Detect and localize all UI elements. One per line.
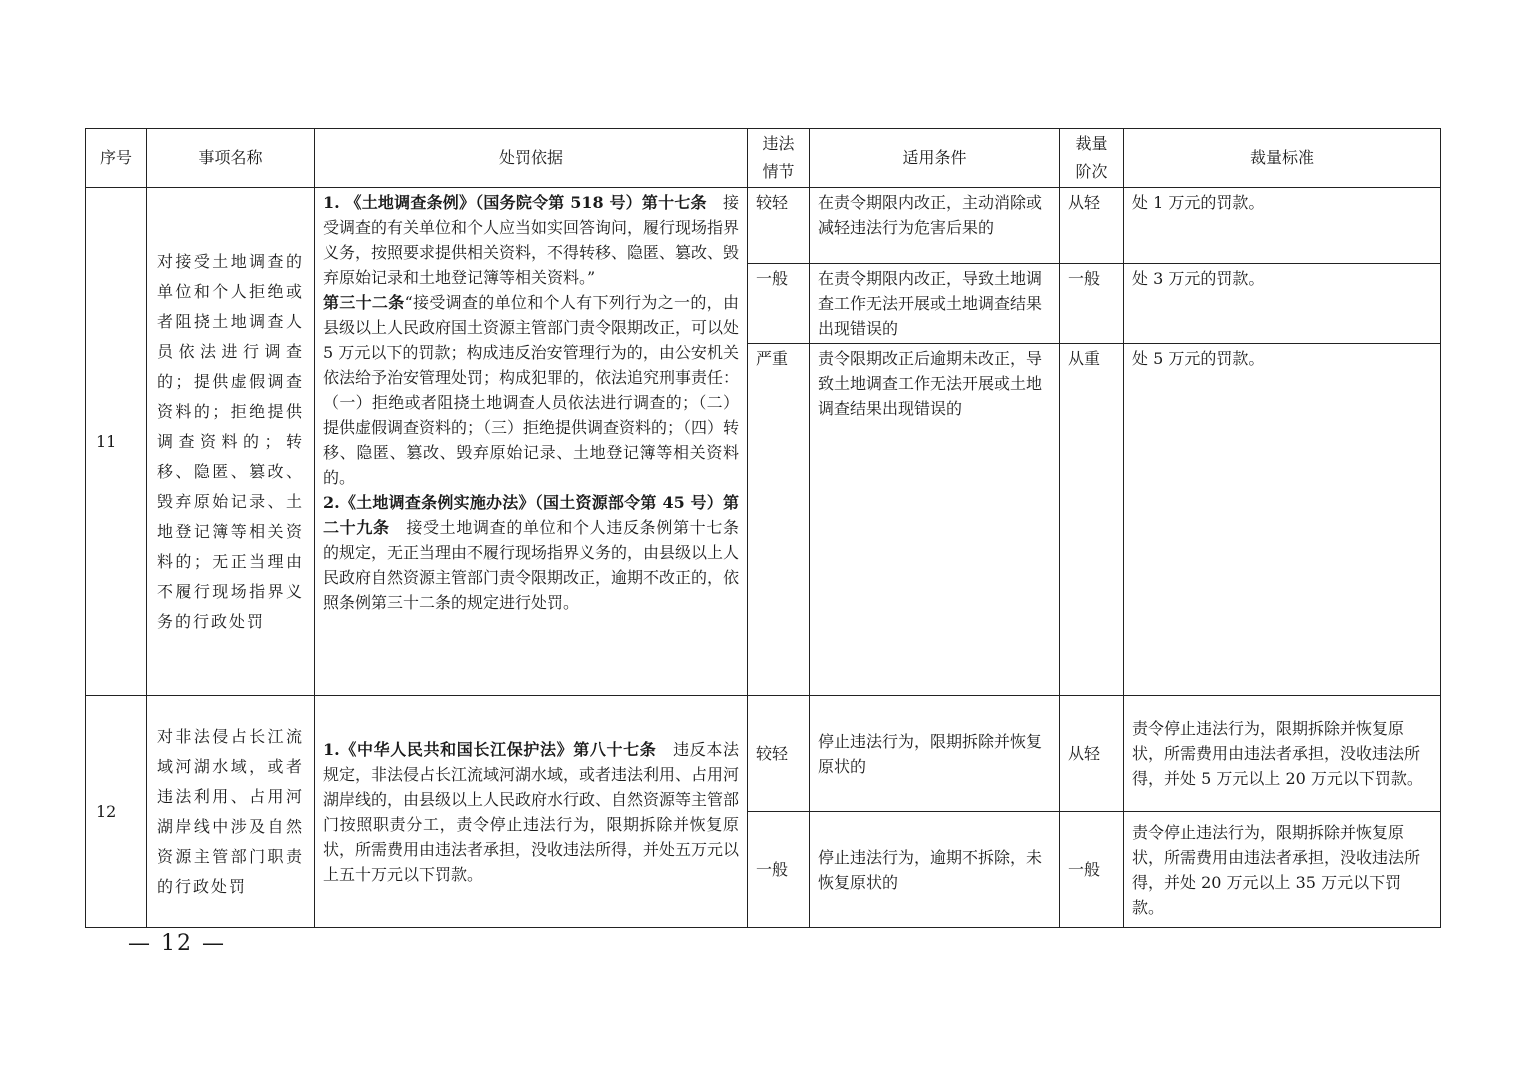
condition-cell: 在责令期限内改正，主动消除或减轻违法行为危害后果的 [810, 188, 1060, 264]
basis-clause-title: 1. 《土地调查条例》（国务院令第 518 号）第十七条 [323, 193, 707, 212]
header-basis: 处罚依据 [315, 129, 748, 188]
condition-cell: 在责令期限内改正，导致土地调查工作无法开展或土地调查结果出现错误的 [810, 264, 1060, 344]
header-level-line2: 阶次 [1075, 162, 1108, 181]
standard-cell: 处 5 万元的罚款。 [1124, 344, 1441, 696]
basis-clause-text: “接受调查的单位和个人有下列行为之一的，由县级以上人民政府国土资源主管部门责令限期改正，可以处 5 万元以下的罚款；构成违反治安管理行为的，由公安机关依法给予治安管理处罚；构成犯罪的，依法追究刑事责任：（一）拒绝或者阻挠土地调查人员依法进行调查的；（二）提供虚假调查资料的；（三）拒绝提供调查资料的；（四）转移、隐匿、篡改、毁弃原始记录、土地登记簿等相关资料的。 [323, 293, 740, 487]
basis-clause-title: 2.《土地调查条例实施办法》（国土资源部令第 45 号）第二十九条 [323, 493, 739, 537]
standard-cell: 处 1 万元的罚款。 [1124, 188, 1441, 264]
header-level [1060, 129, 1124, 188]
penalty-basis [315, 696, 748, 928]
basis-clause-text: 接受土地调查的单位和个人违反条例第十七条的规定，无正当理由不履行现场指界义务的，由县级以上人民政府自然资源主管部门责令限期改正，逾期不改正的，依照条例第三十二条的规定进行处罚。 [323, 518, 740, 612]
circumstance-cell: 严重 [748, 344, 810, 696]
condition-cell: 停止违法行为，限期拆除并恢复原状的 [810, 696, 1060, 812]
circumstance-cell: 较轻 [748, 696, 810, 812]
penalty-basis [315, 188, 748, 696]
header-circumstance [748, 129, 810, 188]
level-cell: 从轻 [1060, 188, 1124, 264]
condition-cell: 停止违法行为，逾期不拆除，未恢复原状的 [810, 812, 1060, 928]
circumstance-cell: 一般 [748, 264, 810, 344]
level-cell: 从重 [1060, 344, 1124, 696]
basis-clause-text: 接受调查的有关单位和个人应当如实回答询问，履行现场指界义务，按照要求提供相关资料，不得转移、隐匿、篡改、毁弃原始记录和土地登记簿等相关资料。” [323, 193, 740, 287]
level-cell: 一般 [1060, 812, 1124, 928]
table-row [86, 696, 1441, 812]
penalty-discretion-table [85, 128, 1441, 928]
header-name: 事项名称 [147, 129, 315, 188]
circumstance-cell: 较轻 [748, 188, 810, 264]
standard-cell: 处 3 万元的罚款。 [1124, 264, 1441, 344]
item-name: 对接受土地调查的单位和个人拒绝或者阻挠土地调查人员依法进行调查的；提供虚假调查资料的；拒绝提供调查资料的；转移、隐匿、篡改、毁弃原始记录、土地登记簿等相关资料的；无正当理由不履行现场指界义务的行政处罚 [147, 188, 315, 696]
row-number: 12 [86, 696, 147, 928]
header-no: 序号 [86, 129, 147, 188]
header-condition: 适用条件 [810, 129, 1060, 188]
page-number: — 12 — [128, 931, 226, 956]
level-cell: 一般 [1060, 264, 1124, 344]
basis-clause-title: 1.《中华人民共和国长江保护法》第八十七条 [323, 739, 657, 759]
basis-clause-text: 违反本法规定，非法侵占长江流域河湖水域，或者违法利用、占用河湖岸线的，由县级以上人民政府水行政、自然资源等主管部门按照职责分工，责令停止违法行为，限期拆除并恢复原状，所需费用由违法者承担，没收违法所得，并处五万元以上五十万元以下罚款。 [323, 739, 740, 884]
level-cell: 从轻 [1060, 696, 1124, 812]
circumstance-cell: 一般 [748, 812, 810, 928]
basis-clause-title: 第三十二条 [323, 293, 405, 312]
standard-cell: 责令停止违法行为，限期拆除并恢复原状，所需费用由违法者承担，没收违法所得，并处 5 万元以上 20 万元以下罚款。 [1124, 696, 1441, 812]
header-standard: 裁量标准 [1124, 129, 1441, 188]
table-row [86, 188, 1441, 264]
item-name: 对非法侵占长江流域河湖水域，或者违法利用、占用河湖岸线中涉及自然资源主管部门职责的行政处罚 [147, 696, 315, 928]
table-header-row [86, 129, 1441, 188]
header-circumstance-line2: 情节 [762, 162, 795, 181]
header-level-line1: 裁量 [1075, 134, 1108, 153]
standard-cell: 责令停止违法行为，限期拆除并恢复原状，所需费用由违法者承担，没收违法所得，并处 20 万元以上 35 万元以下罚款。 [1124, 812, 1441, 928]
row-number: 11 [86, 188, 147, 696]
condition-cell: 责令限期改正后逾期未改正，导致土地调查工作无法开展或土地调查结果出现错误的 [810, 344, 1060, 696]
header-circumstance-line1: 违法 [762, 134, 795, 153]
